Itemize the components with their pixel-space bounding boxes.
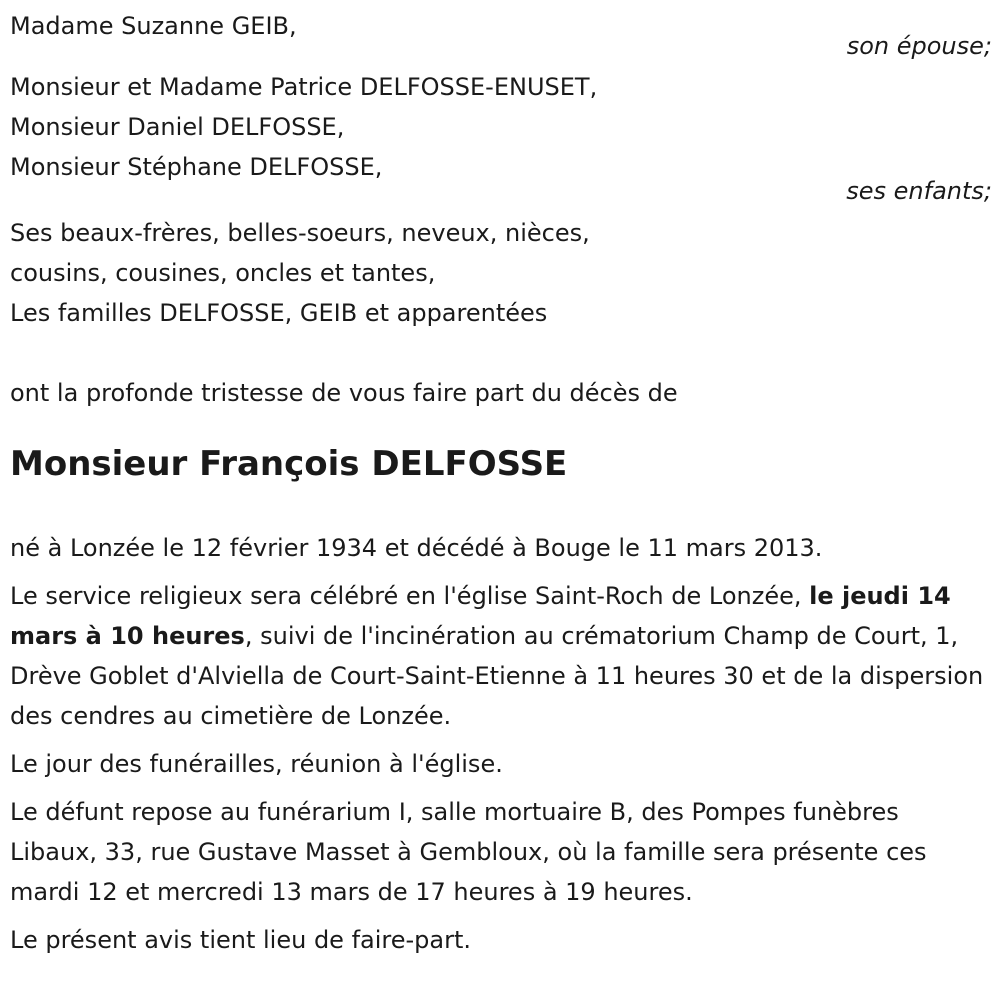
birth-death-paragraph: né à Lonzée le 12 février 1934 et décédé à Bouge le 11 mars 2013.	[10, 534, 823, 562]
spouse-name: Madame Suzanne GEIB,	[10, 12, 297, 40]
child-line: Monsieur et Madame Patrice DELFOSSE-ENUSET,	[10, 73, 598, 101]
service-text-before: Le service religieux sera célébré en l'église Saint-Roch de Lonzée,	[10, 582, 810, 610]
service-date-time: le jeudi 14 mars à 10 heures	[10, 582, 951, 650]
spouse-role: son épouse;	[846, 32, 992, 60]
service-text-after: , suivi de l'incinération au crématorium Champ de Court, 1, Drève Goblet d'Alviella de Court-Saint-Etienne à 11 heures 30 et de la dispersion des cendres au cimetière de Lonzée.	[10, 622, 984, 730]
visitation-paragraph: Le défunt repose au funérarium I, salle mortuaire B, des Pompes funèbres Libaux, 33, rue Gustave Masset à Gembloux, où la famille sera présente ces mardi 12 et mercredi 13 mars de 17 heures à 19 heures.	[10, 798, 927, 906]
reunion-paragraph: Le jour des funérailles, réunion à l'église.	[10, 750, 503, 778]
relatives-line: Les familles DELFOSSE, GEIB et apparentées	[10, 299, 548, 327]
relatives-line: cousins, cousines, oncles et tantes,	[10, 259, 436, 287]
child-line: Monsieur Daniel DELFOSSE,	[10, 113, 345, 141]
children-role: ses enfants;	[846, 177, 992, 205]
relatives-list	[10, 213, 990, 333]
relatives-line: Ses beaux-frères, belles-soeurs, neveux, nièces,	[10, 219, 590, 247]
deceased-name: Monsieur François DELFOSSE	[10, 444, 568, 484]
announcement-text: ont la profonde tristesse de vous faire part du décès de	[10, 379, 678, 407]
closing-paragraph: Le présent avis tient lieu de faire-part.	[10, 926, 472, 954]
children-list	[10, 67, 990, 187]
child-line: Monsieur Stéphane DELFOSSE,	[10, 153, 383, 181]
service-paragraph	[10, 576, 990, 736]
